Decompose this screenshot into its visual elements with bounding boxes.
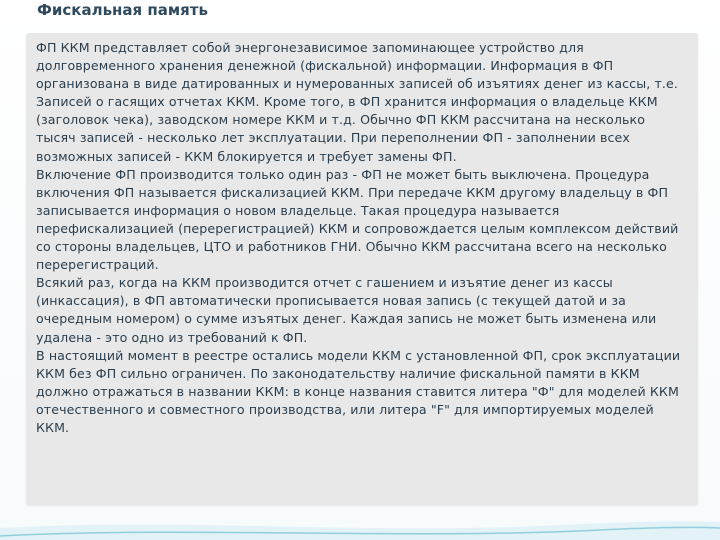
paragraph-fiscalization: Включение ФП производится только один раз - ФП не может быть выключена. Процедура включения ФП называется фискализацией ККМ. При передаче ККМ другому владельцу в ФП записывается информация о новом владельце. Такая процедура называется перефискализацией (перерегистрацией) ККМ и сопровождается целым комплексом действий со стороны владельцев, ЦТО и работников ГНИ. Обычно ККМ рассчитана всего на несколько перерегистраций. (36, 166, 679, 273)
slide-body (36, 39, 696, 437)
paragraph-registry: В настоящий момент в реестре остались модели ККМ с установленной ФП, срок эксплуатации ККМ без ФП сильно ограничен. По законодательству наличие фискальной памяти в ККМ должно отражаться в названии ККМ: в конце названия ставится литера "Ф" для моделей ККМ отечественного и совместного производства, или литера "F" для импортируемых моделей ККМ. (36, 347, 681, 435)
paragraph-fp-description: ФП ККМ представляет собой энергонезависимое запоминающее устройство для долговременного хранения денежной (фискальной) информации. Информация в ФП организована в виде датированных и нумерованных записей об изъятиях денег из кассы, т.е. Записей о гасящих отчетах ККМ. Кроме того, в ФП хранится информация о владельце ККМ (заголовок чека), заводском номере ККМ и т.д. Обычно ФП ККМ рассчитана на несколько тысяч записей - несколько лет эксплуатации. При переполнении ФП - заполнении всех возможных записей - ККМ блокируется и требует замены ФП. (36, 40, 678, 164)
slide-title: Фискальная память (37, 1, 208, 19)
paragraph-records: Всякий раз, когда на ККМ производится отчет с гашением и изъятие денег из кассы (инкассация), в ФП автоматически прописывается новая запись (с текущей датой и за очередным номером) о сумме изъятых денег. Каждая запись не может быть изменена или удалена - это одно из требований к ФП. (36, 275, 657, 345)
decorative-swoosh (0, 500, 720, 540)
